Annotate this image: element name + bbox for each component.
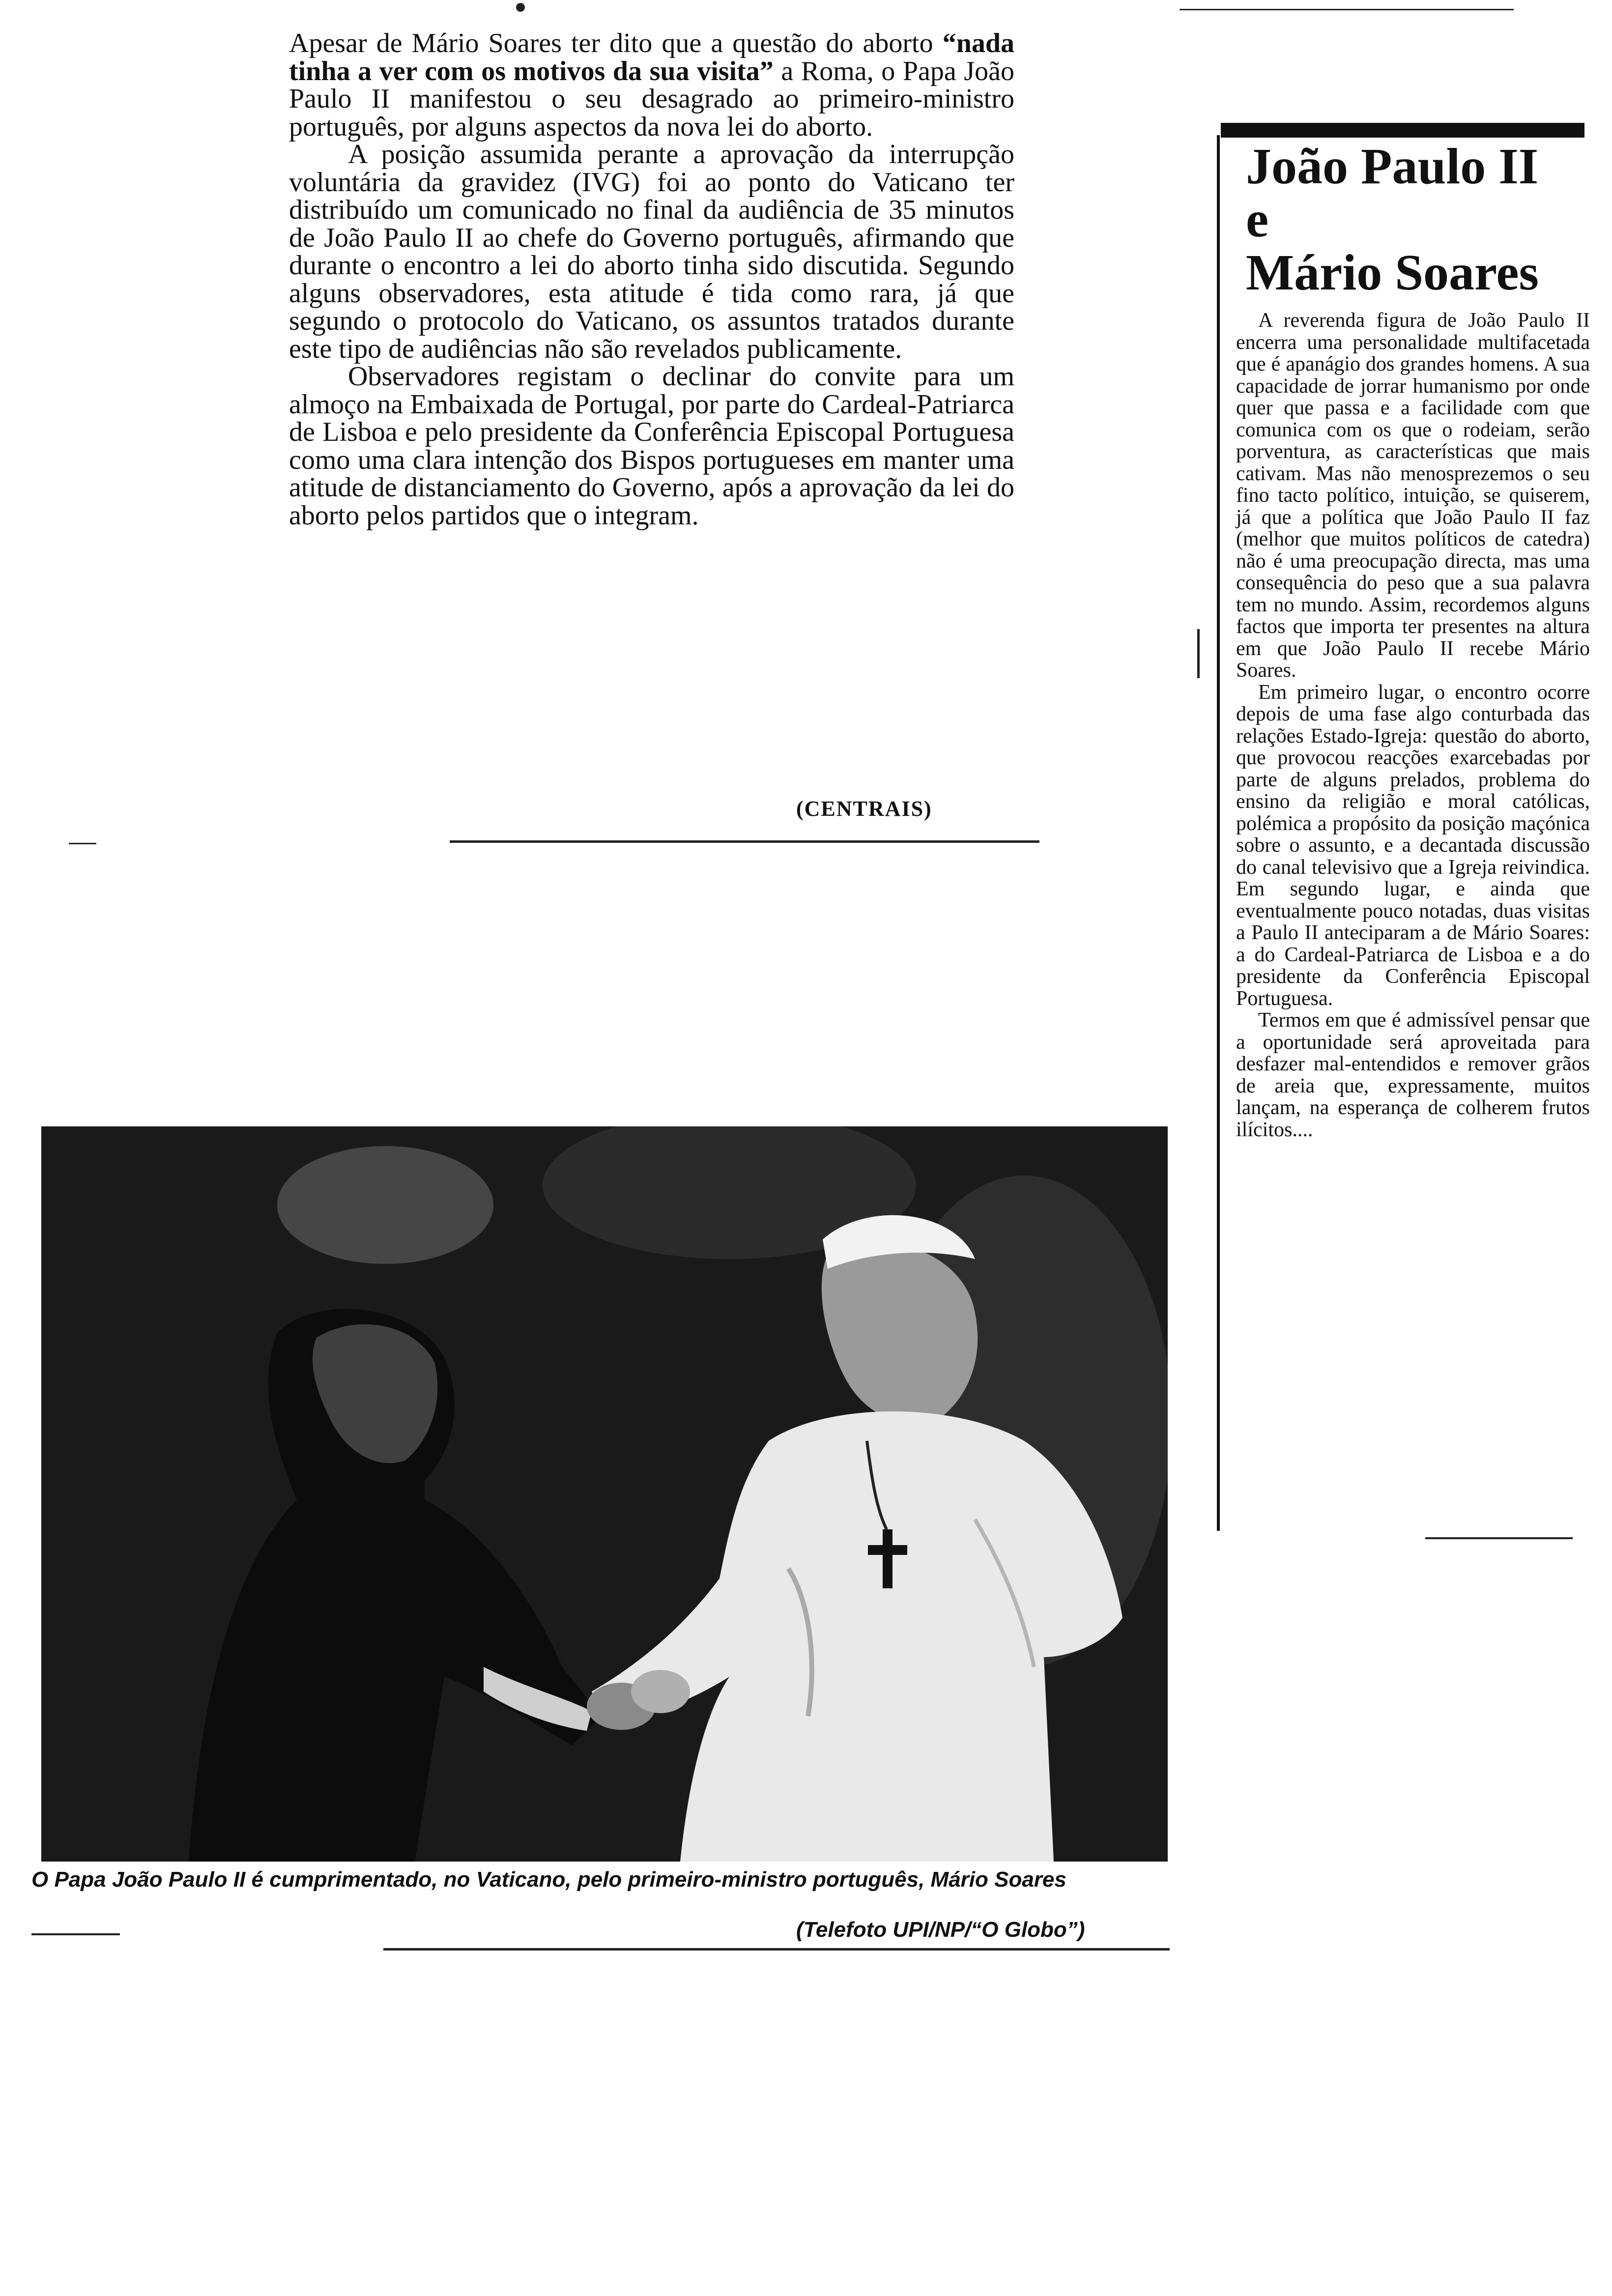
- article-p1-end: a Roma, o Papa João Paulo II manifestou o seu desagrado ao primeiro-ministro português, por alguns aspectos da nova lei do aborto.: [289, 56, 1015, 142]
- article-p1-start: Apesar de Mário Soares ter dito que a questão do aborto: [289, 28, 943, 58]
- headline-line-1: João Paulo II: [1246, 138, 1539, 195]
- sidebar-end-rule: [1425, 1537, 1573, 1539]
- caption-bottom-rule: [383, 1948, 1170, 1951]
- sidebar-paragraph-2: Em primeiro lugar, o encontro ocorre depois de uma fase algo conturbada das relações Estado-Igreja: questão do aborto, que provocou reacções exarcebadas por parte de alguns prelados, problema do ensino da religião e moral católicas, polémica a propósito da posição maçónica sobre o assunto, e a decantada discussão do canal televisivo que a Igreja reivindica. Em segundo lugar, e ainda que eventualmente pouco notadas, duas visitas a Paulo II anteciparam a de Mário Soares: a do Cardeal-Patriarca de Lisboa e a do presidente da Conferência Episcopal Portuguesa.: [1236, 681, 1590, 1010]
- sidebar-top-bar: [1221, 123, 1584, 138]
- sidebar-margin-mark: [1197, 629, 1200, 678]
- sidebar-paragraph-3: Termos em que é admissível pensar que a oportunidade será aproveitada para desfazer mal-entendidos e remover grãos de areia que, expressamente, muitos lançam, na esperança de colherem frutos ilícitos....: [1236, 1009, 1590, 1141]
- caption-left-rule: [31, 1933, 120, 1935]
- article-p1-quote: “nada tinha a ver com os motivos da sua visita”: [289, 28, 1014, 86]
- photo-caption: O Papa João Paulo II é cumprimentado, no Vaticano, pelo primeiro-ministro português, Mário Soares: [31, 1867, 1066, 1892]
- article-paragraph-1: [289, 29, 1014, 141]
- sidebar-left-rule: [1217, 135, 1220, 1531]
- sidebar-paragraph-1: A reverenda figura de João Paulo II encerra uma personalidade multifacetada que é apanágio dos grandes homens. A sua capacidade de jorrar humanismo por onde quer que passa e a facilidade com que comunica com os que o rodeiam, serão porventura, as características que mais cativam. Mas não menosprezemos o seu fino tacto político, intuição, se quiserem, já que a política que João Paulo II faz (melhor que muitos políticos de catedra) não é uma preocupação directa, mas uma consequência do peso que a sua palavra tem no mundo. Assim, recordemos alguns factos que importa ter presentes na altura em que João Paulo II recebe Mário Soares.: [1236, 309, 1590, 682]
- article-credit: (CENTRAIS): [796, 797, 932, 821]
- photo-credit: (Telefoto UPI/NP/“O Globo”): [796, 1918, 1085, 1942]
- article-paragraph-3: Observadores registam o declinar do convite para um almoço na Embaixada de Portugal, por parte do Cardeal-Patriarca de Lisboa e pelo presidente da Conferência Episcopal Portuguesa como uma clara intenção dos Bispos portugueses em manter uma atitude de distanciamento do Governo, após a aprovação da lei do aborto pelos partidos que o integram.: [289, 361, 1014, 531]
- left-margin-mark: [69, 843, 96, 844]
- main-article: [289, 29, 1014, 529]
- print-speck: [516, 3, 525, 12]
- photo-illustration: [41, 1126, 1168, 1862]
- sidebar-headline: [1246, 140, 1590, 299]
- news-photo: [41, 1126, 1168, 1862]
- sidebar-body: [1236, 310, 1590, 1141]
- article-end-rule: [450, 840, 1039, 843]
- headline-line-3: Mário Soares: [1246, 244, 1539, 301]
- article-paragraph-2: A posição assumida perante a aprovação da interrupção voluntária da gravidez (IVG) foi ao ponto do Vaticano ter distribuído um comunicado no final da audiência de 35 minutos de João Paulo II ao chefe do Governo português, afirmando que durante o encontro a lei do aborto tinha sido discutida. Segundo alguns observadores, esta atitude é tida como rara, já que segundo o protocolo do Vaticano, os assuntos tratados durante este tipo de audiências não são revelados publicamente.: [289, 139, 1014, 364]
- top-right-rule: [1180, 9, 1514, 10]
- headline-line-2: e: [1246, 191, 1269, 248]
